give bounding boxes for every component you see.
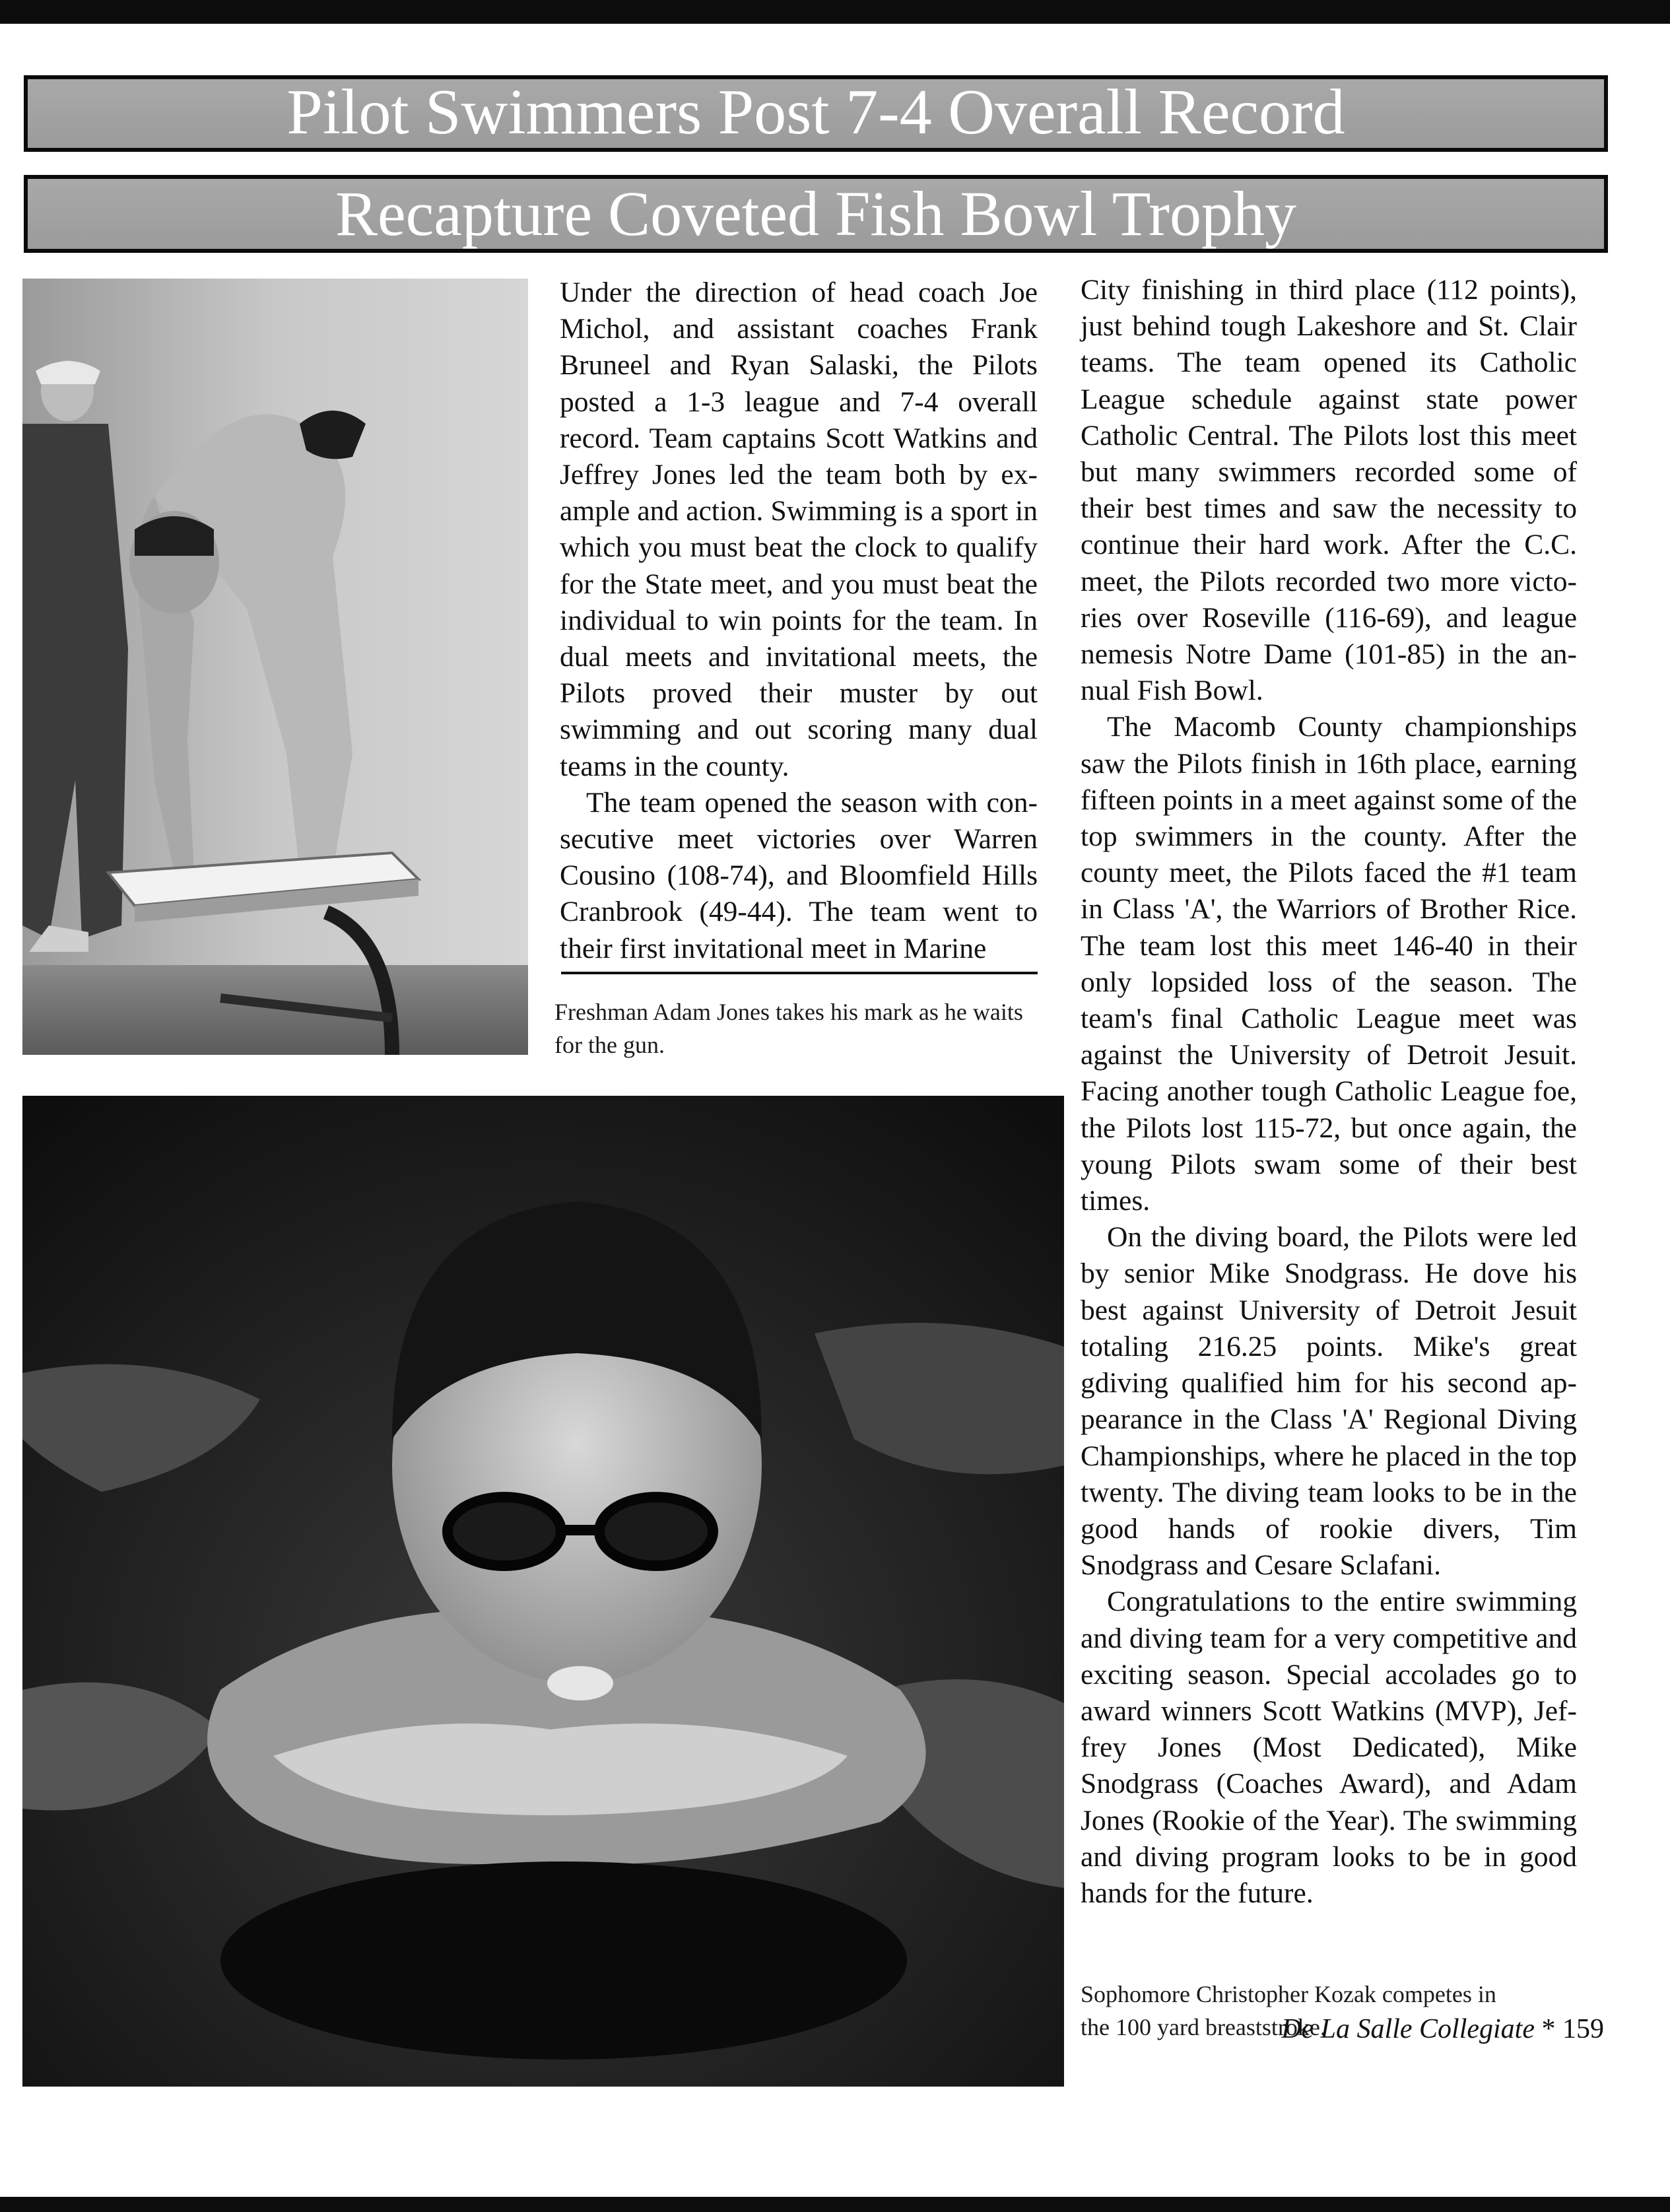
starting-block-photo — [22, 279, 528, 1055]
school-name: De La Salle Collegiate — [1281, 2014, 1535, 2044]
page-footer — [1122, 2000, 1604, 2058]
article-paragraph: The Macomb County championships saw the Pilots finish in 16th place, earning fifteen points in a meet against some of the top swimmers in the county. After the county meet, the Pilots faced the #1 team in Class 'A', the Warriors of Brother Rice. The team lost this meet 146-40 in their only lopsided loss of the season. The team's final Catholic League meet was against the University of Detroit Jesuit. Facing another tough Catholic League foe, the Pilots lost 115-72, but once again, the young Pilots swam some of their best times. — [1081, 711, 1577, 1217]
page-number: 159 — [1562, 2014, 1604, 2044]
article-paragraph: Congratulations to the entire swimming and diving team for a very competitive and exciting season. Special accolades go to award winners Scott Watkins (MVP), Jeffrey Jones (Most Dedicated), Mike Snodgrass (Coaches Award), and Adam Jones (Rookie of the Year). The swimming and diving program looks to be in good hands for the future. — [1081, 1586, 1577, 1909]
scan-edge-bottom — [0, 2197, 1670, 2212]
article-paragraph: City finishing in third place (112 points), just behind tough Lakeshore and St. Clair teams. The team opened its Catholic League schedule against state power Catholic Central. The Pilots lost this meet but many swimmers recorded some of their best times and saw the necessity to continue their hard work. After the C.C. meet, the Pilots recorded two more victories over Roseville (116-69), and league nemesis Notre Dame (101-85) in the annual Fish Bowl. — [1081, 274, 1577, 707]
folio-separator: * — [1541, 2014, 1556, 2044]
article-column-1 — [560, 275, 1038, 967]
breaststroke-photo — [22, 1096, 1064, 2087]
article-column-2 — [1081, 272, 1577, 1912]
article-paragraph: Under the direction of head coach Joe Michol, and assistant coaches Frank Bruneel and Ryan Salaski, the Pilots posted a 1-3 league and 7-4 overall record. Team captains Scott Watkins and Jeffrey Jones led the team both by example and action. Swimming is a sport in which you must beat the clock to qualify for the State meet, and you must beat the individual to win points for the team. In dual meets and invitational meets, the Pilots proved their muster by out swimming and out scoring many dual teams in the county. — [560, 277, 1038, 782]
subheadline-banner — [24, 175, 1608, 253]
caption-divider — [561, 972, 1038, 974]
headline-banner — [24, 75, 1608, 152]
headline: Pilot Swimmers Post 7-4 Overall Record — [286, 77, 1345, 148]
starting-block-caption: Freshman Adam Jones takes his mark as he waits for the gun. — [554, 999, 1023, 1058]
breaststroke-caption: Sophomore Christopher Kozak competes in the 100 yard breaststroke. — [1081, 1981, 1496, 2040]
scan-edge-top — [0, 0, 1670, 24]
article-paragraph: On the diving board, the Pilots were led by senior Mike Snodgrass. He dove his best against University of Detroit Jesuit totaling 216.25 points. Mike's great gdiving qualified him for his second appearance in the Class 'A' Regional Diving Championships, where he placed in the top twenty. The diving team looks to be in the good hands of rookie divers, Tim Snodgrass and Cesare Sclafani. — [1081, 1221, 1577, 1582]
article-paragraph: The team opened the season with consecutive meet victories over Warren Cousino (108-74), and Bloomfield Hills Cranbrook (49-44). The team went to their first invitational meet in Marine — [560, 786, 1038, 964]
subheadline: Recapture Coveted Fish Bowl Trophy — [335, 178, 1296, 249]
